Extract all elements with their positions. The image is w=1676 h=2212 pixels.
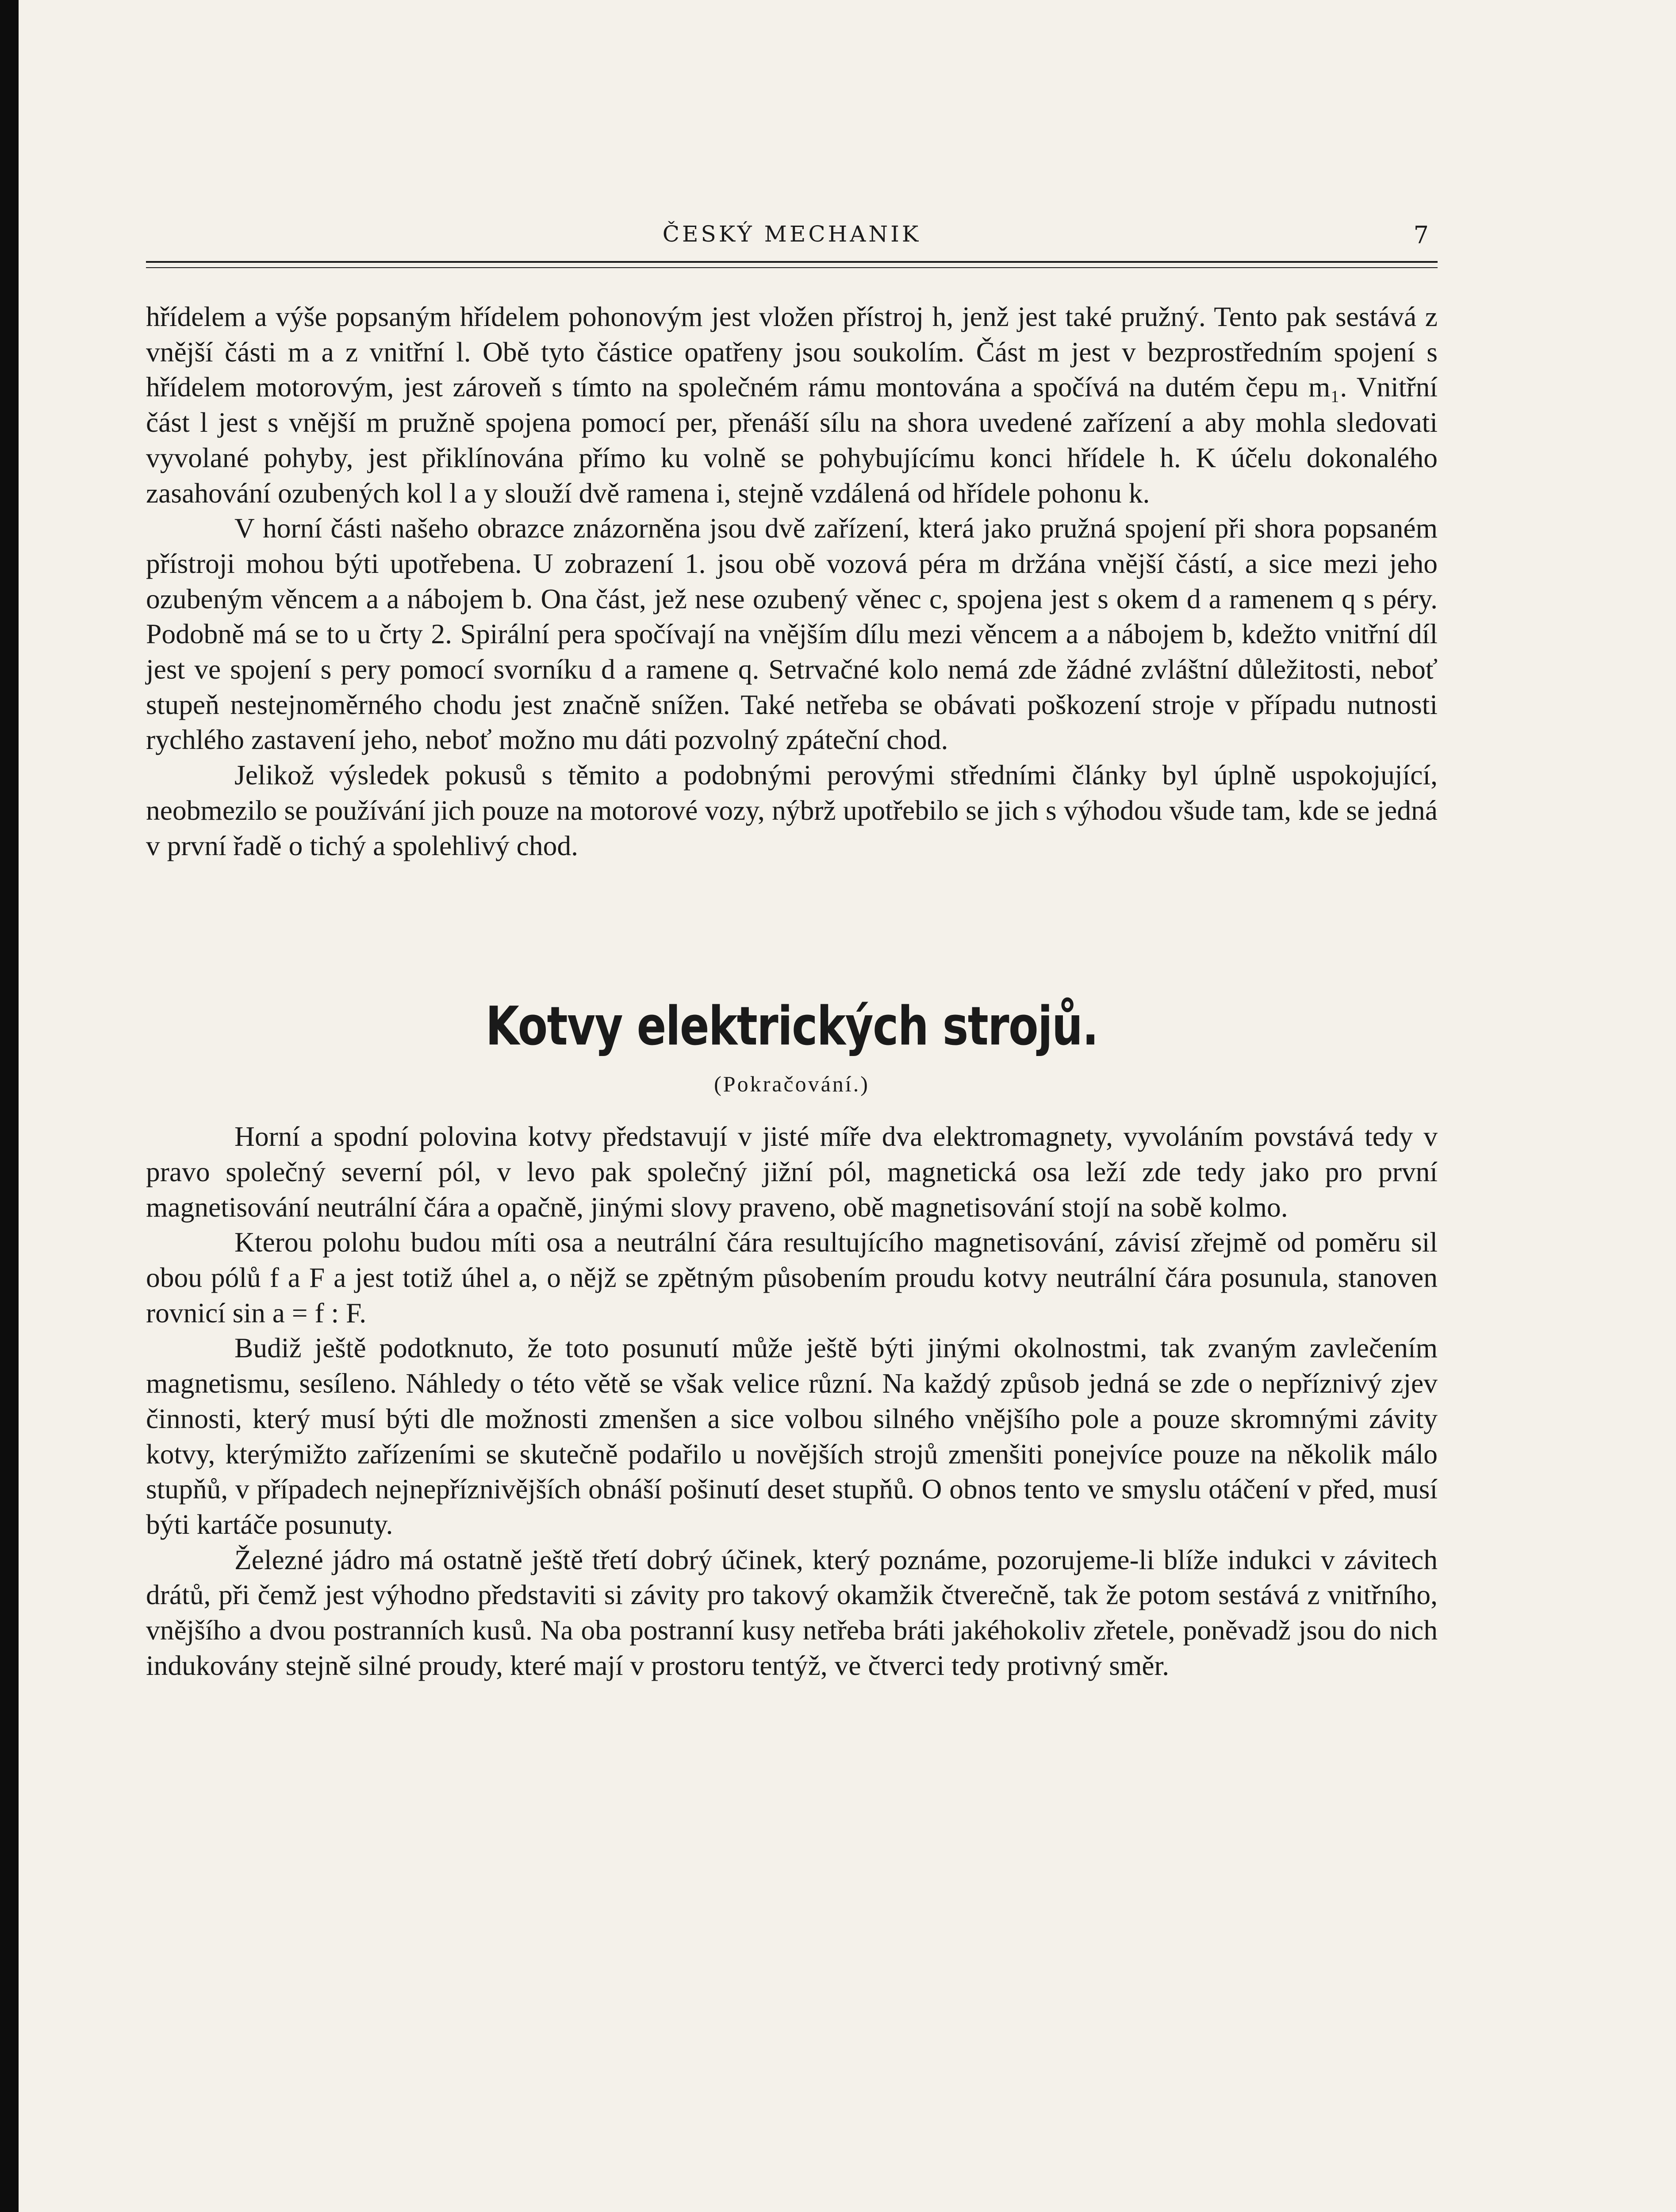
- journal-title: ČESKÝ MECHANIK: [662, 221, 921, 247]
- running-head: [146, 221, 1438, 261]
- paragraph: V horní části našeho obrazce znázorněna jsou dvě zařízení, která jako pružná spojení při shora popsaném přístroji mohou býti upotřebena. U zobrazení 1. jsou obě vozová péra m držána vnější částí, a sice mezi jeho ozubeným věncem a a nábojem b. Ona část, jež nese ozubený věnec c, spojena jest s okem d a ramenem q s péry. Podobně má se to u črty 2. Spirální pera spočívají na vnějším dílu mezi věncem a a nábojem b, kdežto vnitřní díl jest ve spojení s pery pomocí svorníku d a ramene q. Setrvačné kolo nemá zde žádné zvláštní důležitosti, neboť stupeň nestejnoměrného chodu jest značně snížen. Také netřeba se obávati poškození stroje v případu nutnosti rychlého zastavení jeho, neboť možno mu dáti pozvolný zpáteční chod.: [146, 512, 1438, 756]
- paragraph: Jelikož výsledek pokusů s těmito a podobnými perovými středními články byl úplně uspokojující, neobmezilo se používání jich pouze na motorové vozy, nýbrž upotřebilo se jich s výhodou všude tam, kde se jedná v první řadě o tichý a spolehlivý chod.: [146, 759, 1438, 861]
- page: [146, 221, 1438, 1683]
- paragraph: Horní a spodní polovina kotvy představují v jisté míře dva elektromagnety, vyvoláním povstává tedy v pravo společný severní pól, v levo pak společný jižní pól, magnetická osa leží zde tedy jako pro první magnetisování neutrální čára a opačně, jinými slovy praveno, obě magnetisování stojí na sobě kolmo.: [146, 1121, 1438, 1223]
- continued-note: (Pokračování.): [714, 1071, 870, 1097]
- paragraph: Kterou polohu budou míti osa a neutrální čára resultujícího magnetisování, závisí zřejmě od poměru sil obou pólů f a F a jest totiž úhel a, o nějž se zpětným působením proudu kotvy neutrální čára posunula, stanoven rovnicí sin a = f : F.: [146, 1226, 1438, 1329]
- article-title: Kotvy elektrických strojů.: [485, 996, 1098, 1058]
- paragraph: Budiž ještě podotknuto, že toto posunutí může ještě býti jinými okolnostmi, tak zvaným zavlečením magnetismu, sesíleno. Náhledy o této větě se však velice různí. Na každý způsob jedná se zde o nepříznivý zjev činnosti, který musí býti dle možnosti zmenšen a sice volbou silného vnějšího pole a pouze skromnými závity kotvy, kterýmižto zařízeními se skutečně podařilo u novějších strojů zmenšiti ponejvíce pouze na několik málo stupňů, v případech nejnepříznivějších obnáší pošinutí deset stupňů. O obnos tento ve smyslu otáčení v před, musí býti kartáče posunuty.: [146, 1332, 1438, 1540]
- paragraph: hřídelem a výše popsaným hřídelem pohonovým jest vložen přístroj h, jenž jest také pružný. Tento pak sestává z vnější části m a z vnitřní l. Obě tyto částice opatřeny jsou soukolím. Část m jest v bezprostředním spojení s hřídelem motorovým, jest zároveň s tímto na společném rámu montována a spočívá na dutém čepu m₁. Vnitřní část l jest s vnější m pružně spojena pomocí per, přenáší sílu na shora uvedené zařízení a aby mohla sledovati vyvolané pohyby, jest přiklínována přímo ku volně se pohybujícímu konci hřídele h. K účelu dokonalého zasahování ozubených kol l a y slouží dvě ramena i, stejně vzdálená od hřídele pohonu k.: [146, 301, 1438, 509]
- page-number: 7: [1413, 221, 1429, 249]
- header-rule: [146, 261, 1438, 268]
- article-body: [146, 1119, 1438, 1683]
- paragraph: Železné jádro má ostatně ještě třetí dobrý účinek, který poznáme, pozorujeme-li blíže indukci v závitech drátů, při čemž jest výhodno představiti si závity pro takový okamžik čtverečně, tak že potom sestává z vnitřního, vnějšího a dvou postranních kusů. Na oba postranní kusy netřeba bráti jakéhokoliv zřetele, poněvadž jsou do nich indukovány stejně silné proudy, které mají v prostoru tentýž, ve čtverci tedy protivný směr.: [146, 1544, 1438, 1681]
- continued-text: [146, 299, 1438, 863]
- scan-border: [0, 0, 19, 2212]
